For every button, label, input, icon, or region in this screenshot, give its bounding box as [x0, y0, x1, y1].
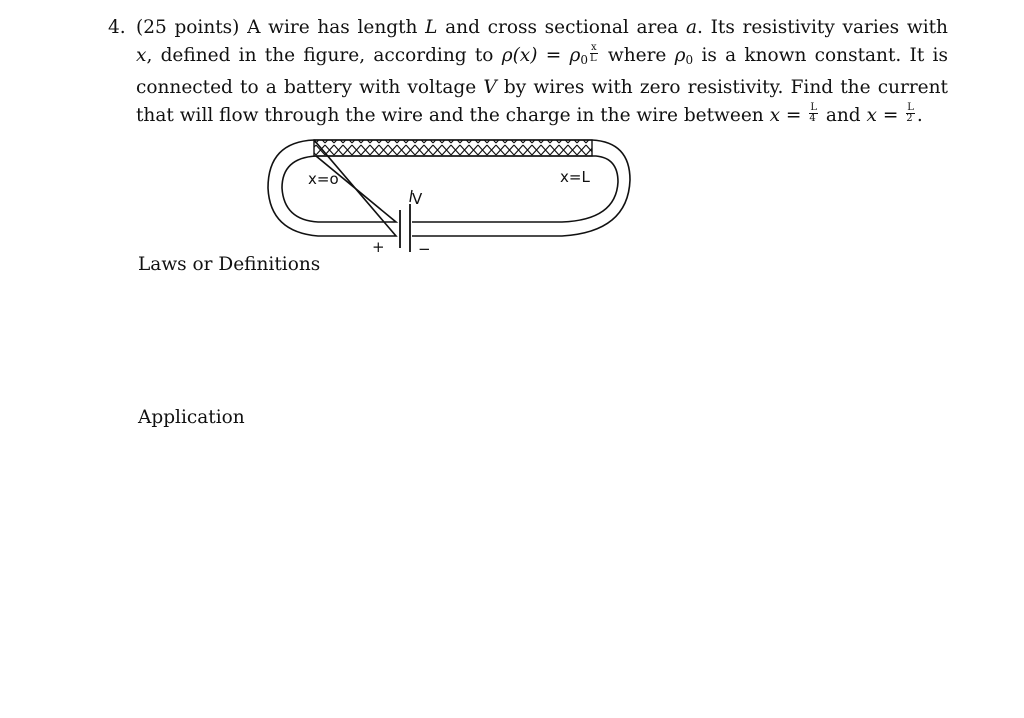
problem-line-3: connected to a battery with voltage V by wires with zero resistivity. Find the current [136, 77, 948, 98]
label-voltage: V [412, 190, 423, 208]
laws-heading: Laws or Definitions [138, 254, 321, 275]
label-x-L: x=L [560, 168, 590, 186]
problem-number: 4. [108, 17, 126, 38]
label-minus: − [418, 240, 431, 258]
application-heading: Application [138, 407, 245, 428]
circuit-figure [262, 132, 642, 260]
label-plus: + [372, 238, 385, 256]
label-x-zero: x=o [308, 170, 339, 188]
points-label: (25 points) [136, 17, 240, 38]
fraction-L-over-4: $\frac{L}{4}$ [809, 102, 817, 124]
resistive-wire [314, 140, 592, 156]
problem-text [136, 14, 948, 129]
fraction-x-over-L: $\frac{x}{L}$ [589, 42, 597, 64]
problem-line-1: (25 points) A wire has length L and cross sectional area a. Its resistivity varies with [136, 17, 948, 38]
fraction-L-over-2: $\frac{L}{2}$ [906, 102, 914, 124]
inner-wire [282, 156, 618, 222]
problem-line-2: x, defined in the figure, according to $\rho(x) = \rho_0$ $\frac{x}{L}$ where $\rho_0$ is a known constant. It is [136, 42, 948, 67]
problem-line-4: that will flow through the wire and the charge in the wire between x = $\frac{L}{4}$ and x = $\frac{L}{2}$ . [136, 102, 923, 126]
rho-expression: ρ(x) = ρ [501, 44, 581, 66]
